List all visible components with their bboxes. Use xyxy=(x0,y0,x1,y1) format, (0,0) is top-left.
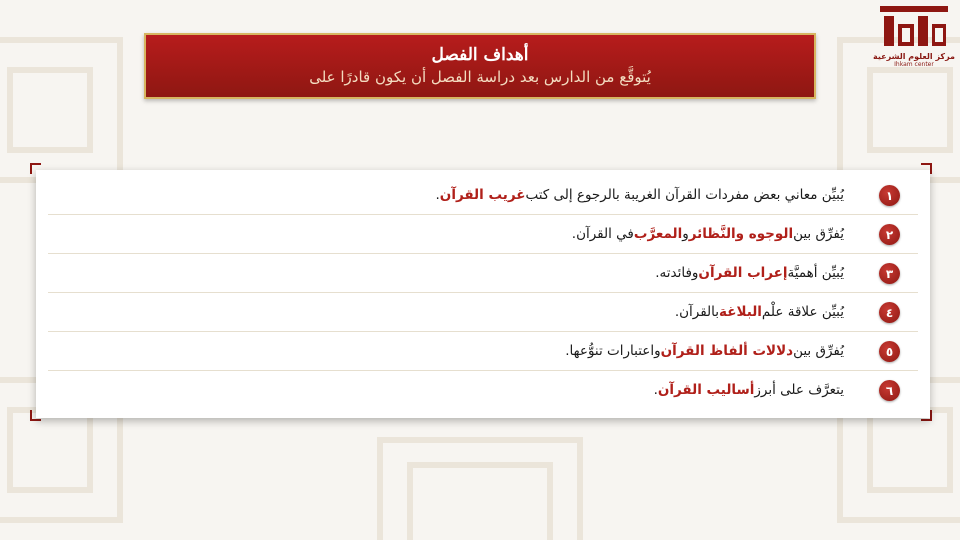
objective-number-badge: ٤ xyxy=(879,302,900,323)
objective-text xyxy=(436,176,845,214)
objective-item-2 xyxy=(48,215,918,254)
objective-highlight: دلالات ألفاظ القرآن xyxy=(660,343,794,359)
objective-item-4 xyxy=(48,293,918,332)
objective-text-part: يُبيِّن علاقة علْم xyxy=(761,304,844,320)
objective-text xyxy=(654,371,844,409)
objective-highlight: أساليب القرآن xyxy=(657,382,755,398)
objective-item-1 xyxy=(48,176,918,215)
objective-text-part: يُبيِّن أهميَّة xyxy=(787,265,844,281)
objective-number-badge: ٢ xyxy=(879,224,900,245)
brand-logo xyxy=(873,6,955,74)
objective-highlight: البلاغة xyxy=(719,304,762,320)
page-subtitle: يُتوقَّع من الدارس بعد دراسة الفصل أن يكون قادرًا على xyxy=(309,68,651,86)
objectives-list xyxy=(48,176,918,409)
objective-text xyxy=(655,254,844,292)
objective-highlight: غريب القرآن xyxy=(439,187,526,203)
objective-text-part: يُفرِّق بين xyxy=(793,343,844,359)
objective-text-part: وفائدته. xyxy=(655,265,699,281)
objective-number-badge: ٦ xyxy=(879,380,900,401)
page-title: أهداف الفصل xyxy=(431,45,529,65)
objective-text xyxy=(675,293,844,331)
objective-text-part: و xyxy=(682,226,689,242)
objective-item-5 xyxy=(48,332,918,371)
logo-tagline: Ihkam center xyxy=(894,61,934,68)
objective-text-part: يُفرِّق بين xyxy=(793,226,844,242)
logo-name: مركز العلوم الشرعية xyxy=(873,52,955,61)
objective-item-6 xyxy=(48,371,918,409)
objective-text xyxy=(572,215,844,253)
objective-text-part: . xyxy=(435,187,440,203)
objective-text xyxy=(565,332,844,370)
logo-mark-icon xyxy=(880,6,948,50)
objective-highlight: الوجوه والنَّظائر xyxy=(688,226,794,242)
objective-number-badge: ٥ xyxy=(879,341,900,362)
objective-text-part: يُبيِّن معاني بعض مفردات القرآن الغريبة بالرجوع إلى كتب xyxy=(525,187,844,203)
objective-text-part: . xyxy=(653,382,658,398)
objective-highlight: إعراب القرآن xyxy=(698,265,788,281)
objective-number-badge: ٣ xyxy=(879,263,900,284)
objective-highlight: المعرَّب xyxy=(633,226,683,242)
objective-text-part: يتعرَّف على أبرز xyxy=(754,382,844,398)
objective-number-badge: ١ xyxy=(879,185,900,206)
objective-text-part: واعتبارات تنوُّعها. xyxy=(565,343,661,359)
objectives-card xyxy=(36,170,930,418)
objective-text-part: بالقرآن. xyxy=(674,304,720,320)
objective-text-part: في القرآن. xyxy=(571,226,634,242)
objectives-header-banner xyxy=(144,33,816,99)
objective-item-3 xyxy=(48,254,918,293)
